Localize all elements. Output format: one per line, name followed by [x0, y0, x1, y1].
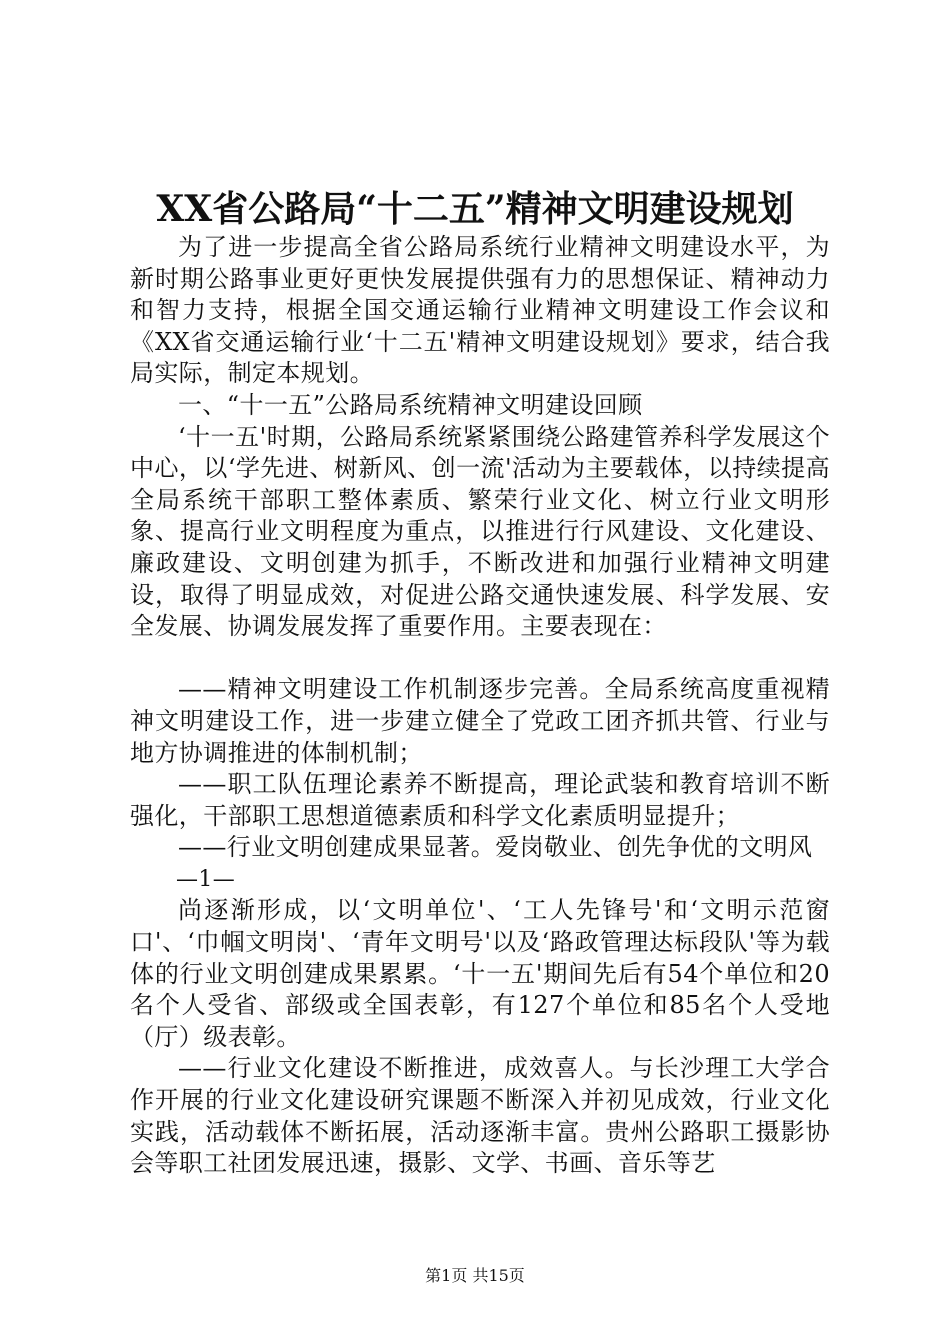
- bullet-paragraph: ——职工队伍理论素养不断提高，理论武装和教育培训不断强化，干部职工思想道德素质和科学文化素质明显提升；: [130, 770, 830, 830]
- section-heading: 一、“十一五”公路局系统精神文明建设回顾: [178, 390, 643, 419]
- document-body: [130, 232, 830, 1180]
- intro-paragraph: 为了进一步提高全省公路局系统行业精神文明建设水平，为新时期公路事业更好更快发展提供强有力的思想保证、精神动力和智力支持，根据全国交通运输行业精神文明建设工作会议和《XX省交通运输行业‘十二五'精神文明建设规划》要求，结合我局实际，制定本规划。: [130, 233, 830, 388]
- page-footer: 第1页 共15页: [425, 1266, 525, 1285]
- document-title: XX省公路局“十二五”精神文明建设规划: [156, 188, 794, 230]
- bullet-paragraph: ——行业文化建设不断推进，成效喜人。与长沙理工大学合作开展的行业文化建设研究课题不断深入并初见成效，行业文化实践，活动载体不断拓展，活动逐渐丰富。贵州公路职工摄影协会等职工社团发展迅速，摄影、文学、书画、音乐等艺: [130, 1054, 830, 1178]
- continued-paragraph: 尚逐渐形成，以‘文明单位'、‘工人先锋号'和‘文明示范窗口'、‘巾帼文明岗'、‘青年文明号'以及‘路政管理达标段队'等为载体的行业文明创建成果累累。‘十一五'期间先后有54个单位和20名个人受省、部级或全国表彰，有127个单位和85名个人受地（厅）级表彰。: [130, 896, 830, 1051]
- page-number-mark: —1—: [176, 866, 236, 892]
- bullet-paragraph: ——行业文明创建成果显著。爱岗敬业、创先争优的文明风: [178, 833, 813, 862]
- bullet-paragraph: ——精神文明建设工作机制逐步完善。全局系统高度重视精神文明建设工作，进一步建立健全了党政工团齐抓共管、行业与地方协调推进的体制机制；: [130, 675, 830, 767]
- review-paragraph: ‘十一五'时期，公路局系统紧紧围绕公路建管养科学发展这个中心，以‘学先进、树新风、创一流'活动为主要载体，以持续提高全局系统干部职工整体素质、繁荣行业文化、树立行业文明形象、提高行业文明程度为重点，以推进行行风建设、文化建设、廉政建设、文明创建为抓手，不断改进和加强行业精神文明建设，取得了明显成效，对促进公路交通快速发展、科学发展、安全发展、协调发展发挥了重要作用。主要表现在：: [130, 422, 830, 641]
